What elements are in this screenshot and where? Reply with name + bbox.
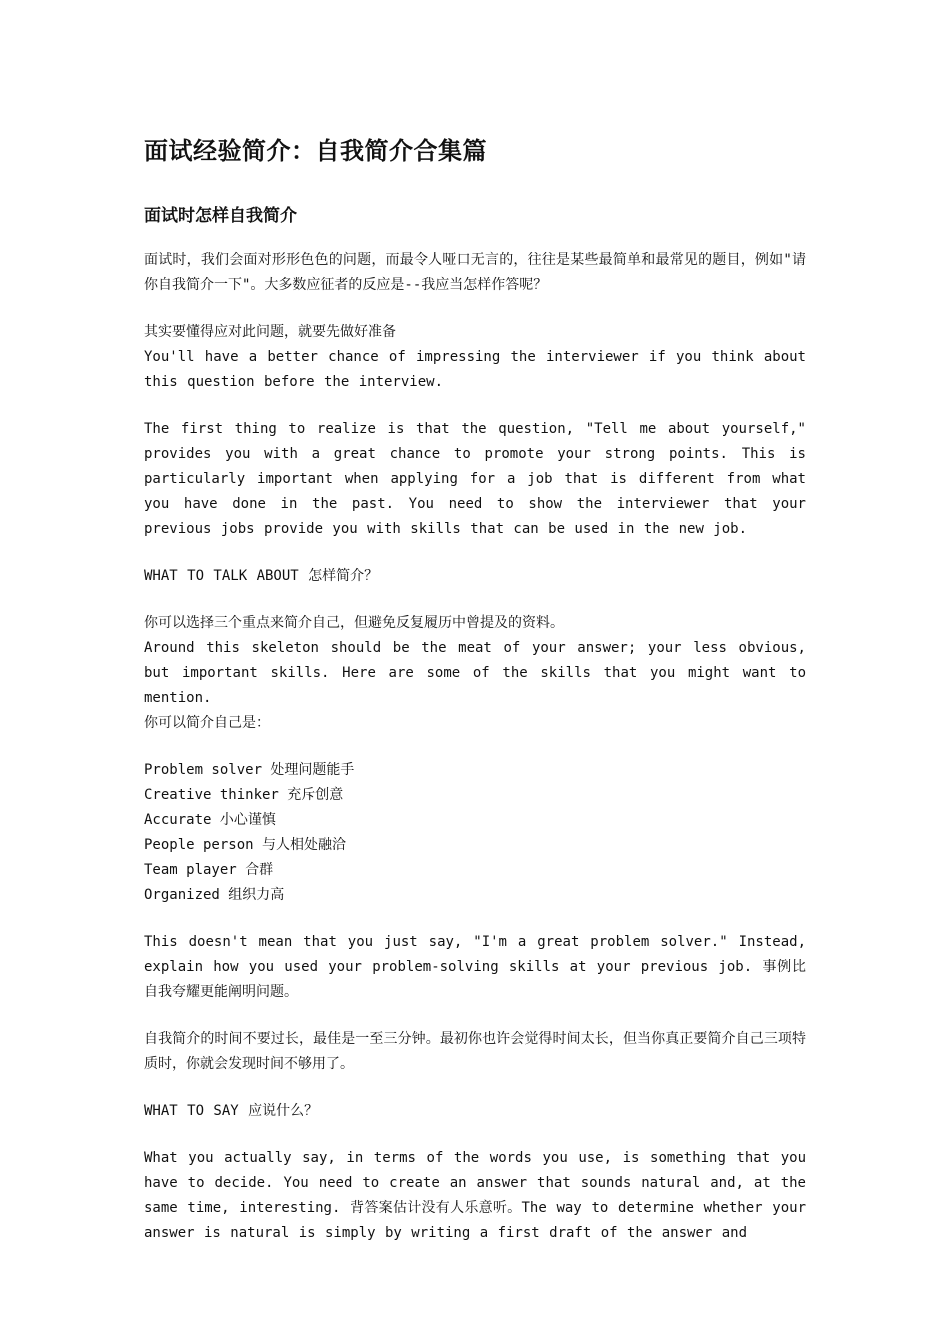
explain-paragraph: This doesn't mean that you just say, "I'm a great problem solver." Instead, explain how you used your problem-solving skills at your previous job. 事例比自我夸耀更能阐明问题。 [144,934,806,1000]
skeleton-paragraph [144,611,806,736]
preparation-en: You'll have a better chance of impressing the interviewer if you think about this question before the interview. [144,349,806,390]
heading-what-to-say: WHAT TO SAY 应说什么？ [144,1103,319,1119]
heading-what-to-talk: WHAT TO TALK ABOUT 怎样简介？ [144,568,379,584]
skills-list [144,758,806,908]
document-page [144,132,806,1268]
preparation-paragraph [144,320,806,395]
document-title: 面试经验简介：自我简介合集篇 [144,137,487,165]
list-item: Problem solver 处理问题能手 [144,762,355,778]
preparation-cn: 其实要懂得应对此问题，就要先做好准备 [144,324,396,340]
list-item: People person 与人相处融洽 [144,837,347,853]
skeleton-cn: 你可以选择三个重点来简介自己，但避免反复履历中曾提及的资料。 [144,615,564,631]
list-item: Accurate 小心谨慎 [144,812,276,828]
skeleton-en: Around this skeleton should be the meat of your answer; your less obvious, but important skills. Here are some of the skills that you might want to mention. [144,640,806,706]
intro-paragraph: 面试时，我们会面对形形色色的问题，而最令人哑口无言的，往往是某些最简单和最常见的题目，例如"请你自我简介一下"。大多数应征者的反应是--我应当怎样作答呢？ [144,252,806,293]
section-subtitle: 面试时怎样自我简介 [144,206,297,226]
first-thing-paragraph: The first thing to realize is that the question, "Tell me about yourself," provides you with a great chance to promote your strong points. This is particularly important when applying for a job that is different from what you have done in the past. You need to show the interviewer that your previous jobs provide you with skills that can be used in the new job. [144,421,806,537]
list-item: Organized 组织力高 [144,887,285,903]
what-to-say-paragraph: What you actually say, in terms of the words you use, is something that you have to decide. You need to create an answer that sounds natural and, at the same time, interesting. 背答案估计没有人乐意听。The way to determine whether your answer is natural is simply by writing a first draft of the answer and [144,1150,806,1241]
list-item: Creative thinker 充斥创意 [144,787,344,803]
list-item: Team player 合群 [144,862,274,878]
duration-paragraph: 自我简介的时间不要过长，最佳是一至三分钟。最初你也许会觉得时间太长，但当你真正要简介自己三项特质时，你就会发现时间不够用了。 [144,1031,806,1072]
skeleton-intro: 你可以简介自己是： [144,715,270,731]
